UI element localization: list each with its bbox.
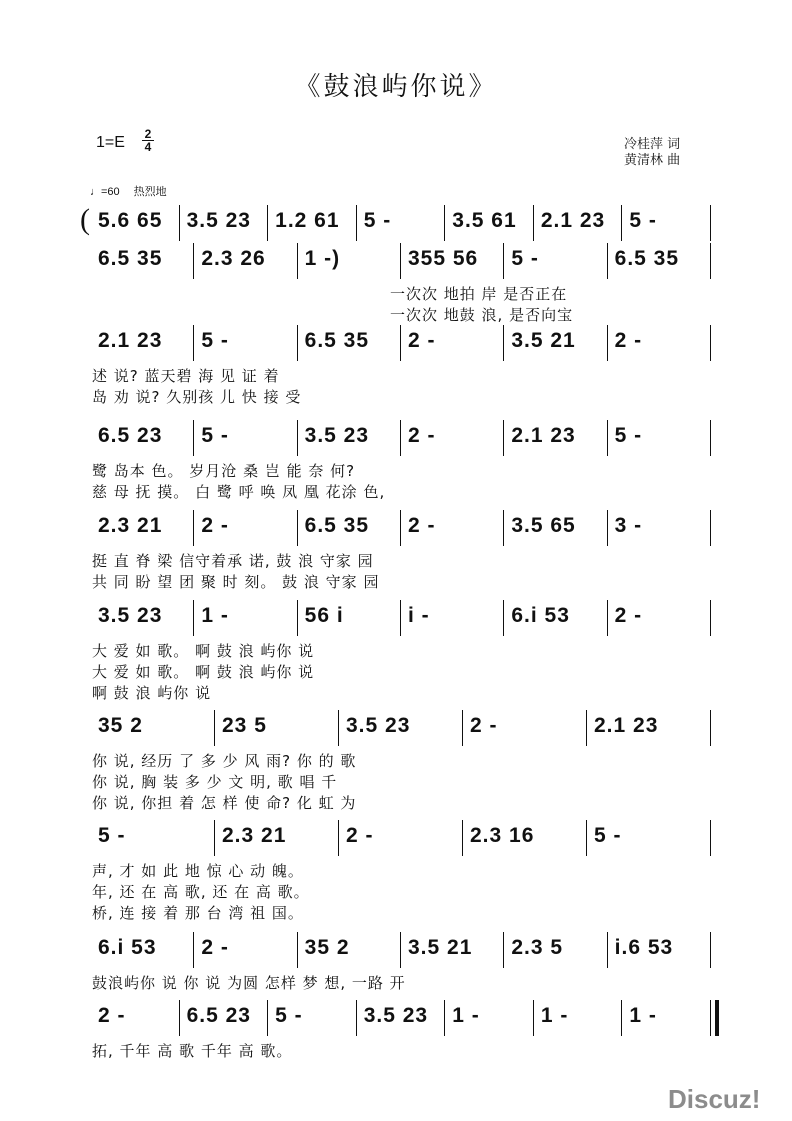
lyric-line: 拓, 千年 高 歌 千年 高 歌。	[92, 1042, 293, 1060]
barline	[503, 510, 504, 546]
barline	[533, 1000, 534, 1036]
measure-notes: 5 -	[363, 209, 392, 232]
barline	[462, 820, 463, 856]
song-title: 《鼓浪屿你说》	[294, 72, 498, 102]
lyric-line: 述 说? 蓝天碧 海 见 证 着	[92, 367, 280, 385]
lyricist: 冷桂萍 词	[624, 137, 681, 152]
barline	[356, 205, 357, 241]
score-row	[0, 820, 792, 922]
measure-notes: 2.1 23	[98, 329, 163, 352]
measure-notes: 1 -	[629, 1004, 657, 1027]
lyric-line: 一次次 地拍 岸 是否正在	[390, 285, 568, 303]
measure-notes: 2.1 23	[511, 424, 576, 447]
barline	[356, 1000, 357, 1036]
barline	[607, 510, 608, 546]
measure-notes: 56 i	[304, 604, 344, 627]
barline	[710, 420, 711, 456]
lyric-line: 鼓浪屿你 说 你 说 为圆 怎样 梦 想, 一路 开	[92, 974, 406, 992]
measure-notes: 6.5 35	[304, 329, 370, 352]
key-signature: 1=E	[96, 134, 125, 151]
measure-notes: 3.5 23	[186, 209, 251, 232]
intro-paren: (	[80, 203, 90, 236]
barline	[179, 205, 180, 241]
barline	[710, 1000, 711, 1036]
measure-notes: 6.i 53	[98, 936, 157, 959]
measure-notes: 2.1 23	[594, 714, 659, 737]
lyric-line: 一次次 地鼓 浪, 是否向宝	[390, 306, 574, 324]
barline	[503, 420, 504, 456]
barline	[621, 1000, 622, 1036]
lyric-line: 鹭 岛本 色。 岁月沧 桑 岂 能 奈 何?	[92, 462, 356, 480]
measure-notes: i.6 53	[614, 936, 674, 959]
measure-notes: 2.1 23	[540, 209, 606, 232]
barline	[297, 932, 298, 968]
score-row	[0, 710, 792, 812]
barline	[214, 710, 215, 746]
measure-notes: 5 -	[275, 1004, 303, 1027]
barline	[710, 820, 711, 856]
measure-notes: 1 -	[452, 1004, 480, 1027]
barline	[297, 510, 298, 546]
measure-notes: 5 -	[511, 247, 539, 270]
measure-notes: i -	[408, 604, 430, 627]
barline	[710, 205, 711, 241]
time-signature-top: 2	[144, 127, 152, 141]
measure-notes: 3.5 23	[363, 1004, 429, 1027]
measure-notes: 2 -	[408, 514, 436, 537]
measure-notes: 3.5 21	[408, 936, 473, 959]
measure-notes: 23 5	[222, 714, 267, 737]
barline	[621, 205, 622, 241]
measure-notes: 5 -	[201, 424, 229, 447]
barline	[503, 243, 504, 279]
barline	[607, 932, 608, 968]
measure-notes: 6.5 23	[186, 1004, 251, 1027]
measure-notes: 2 -	[408, 329, 436, 352]
barline	[444, 205, 445, 241]
measure-notes: 2.3 21	[222, 824, 287, 847]
barline	[710, 932, 711, 968]
barline	[193, 243, 194, 279]
score-row	[0, 243, 792, 324]
barline	[462, 710, 463, 746]
score-row	[0, 600, 792, 702]
barline	[607, 325, 608, 361]
barline	[586, 710, 587, 746]
score-row	[0, 932, 792, 1002]
score-row	[0, 420, 792, 501]
measure-notes: 2 -	[98, 1004, 126, 1027]
score-row	[0, 510, 792, 591]
barline	[710, 710, 711, 746]
credits	[624, 137, 680, 169]
barline	[338, 820, 339, 856]
measure-notes: 3.5 61	[452, 209, 517, 232]
watermark-logo: Discuz!	[668, 1084, 761, 1114]
measure-notes: 2 -	[470, 714, 498, 737]
measure-notes: 2.3 16	[470, 824, 535, 847]
measure-notes: 5 -	[594, 824, 622, 847]
barline	[297, 420, 298, 456]
barline	[297, 600, 298, 636]
barline	[607, 243, 608, 279]
measure-notes: 1 -	[201, 604, 229, 627]
measure-notes: 2.3 21	[98, 514, 163, 537]
barline	[400, 325, 401, 361]
measure-notes: 5 -	[629, 209, 657, 232]
measure-notes: 3 -	[614, 514, 643, 537]
measure-notes: 6.i 53	[511, 604, 570, 627]
measure-notes: 5 -	[201, 329, 229, 352]
measure-notes: 1.2 61	[275, 209, 340, 232]
barline	[710, 243, 711, 279]
time-signature-bottom: 4	[144, 140, 152, 154]
measure-notes: 2 -	[614, 329, 643, 352]
lyric-line: 岛 劝 说? 久别孩 儿 快 接 受	[92, 388, 302, 406]
barline	[338, 710, 339, 746]
lyric-line: 声, 才 如 此 地 惊 心 动 魄。	[92, 862, 304, 880]
barline	[193, 510, 194, 546]
measure-notes: 355 56	[408, 247, 479, 270]
lyric-line: 你 说, 胸 装 多 少 文 明, 歌 唱 千	[92, 773, 338, 791]
measure-notes: 3.5 23	[304, 424, 370, 447]
barline	[607, 420, 608, 456]
lyric-line: 共 同 盼 望 团 聚 时 刻。 鼓 浪 守家 园	[92, 573, 380, 591]
measure-notes: 2 -	[201, 936, 229, 959]
barline	[193, 932, 194, 968]
measure-notes: 35 2	[304, 936, 350, 959]
lyric-line: 年, 还 在 高 歌, 还 在 高 歌。	[92, 883, 310, 901]
tempo-mood: 热烈地	[133, 186, 167, 198]
measure-notes: 6.5 35	[304, 514, 370, 537]
barline	[710, 510, 711, 546]
barline	[400, 420, 401, 456]
measure-notes: 3.5 23	[98, 604, 163, 627]
tempo-marking	[90, 183, 167, 199]
measure-notes: 2.3 5	[511, 936, 564, 959]
measure-notes: 35 2	[98, 714, 143, 737]
barline	[503, 600, 504, 636]
measure-notes: 5 -	[614, 424, 643, 447]
measure-notes: 5 -	[98, 824, 126, 847]
measure-notes: 6.5 35	[98, 247, 163, 270]
barline	[267, 1000, 268, 1036]
barline	[710, 325, 711, 361]
lyric-line: 你 说, 经历 了 多 少 风 雨? 你 的 歌	[92, 752, 357, 770]
barline	[586, 820, 587, 856]
lyric-line: 大 爱 如 歌。 啊 鼓 浪 屿你 说	[92, 663, 315, 681]
score-row	[0, 1000, 792, 1070]
measure-notes: 2.3 26	[201, 247, 266, 270]
barline	[297, 325, 298, 361]
tempo-bpm: ♩=60	[90, 186, 120, 198]
measure-notes: 2 -	[346, 824, 374, 847]
barline	[267, 205, 268, 241]
composer: 黄清林 曲	[624, 153, 681, 168]
lyric-line: 大 爱 如 歌。 啊 鼓 浪 屿你 说	[92, 642, 315, 660]
barline	[193, 325, 194, 361]
measure-notes: 3.5 21	[511, 329, 576, 352]
barline	[214, 820, 215, 856]
lyric-line: 你 说, 你担 着 怎 样 使 命? 化 虹 为	[92, 794, 357, 812]
barline	[710, 600, 711, 636]
measure-notes: 6.5 23	[98, 424, 163, 447]
measure-notes: 5.6 65	[98, 209, 163, 232]
measure-notes: 1 -	[540, 1004, 569, 1027]
barline	[607, 600, 608, 636]
measure-notes: 3.5 65	[511, 514, 576, 537]
barline	[503, 932, 504, 968]
lyric-line: 挺 直 脊 梁 信守着承 诺, 鼓 浪 守家 园	[92, 552, 374, 570]
measure-notes: 2 -	[408, 424, 436, 447]
lyric-line: 啊 鼓 浪 屿你 说	[92, 684, 212, 702]
measure-notes: 2 -	[614, 604, 643, 627]
measure-notes: 6.5 35	[614, 247, 680, 270]
score-row	[0, 325, 792, 406]
measure-notes: 1 -)	[304, 247, 341, 270]
barline	[503, 325, 504, 361]
time-signature	[142, 128, 154, 153]
barline	[297, 243, 298, 279]
measure-notes: 3.5 23	[346, 714, 411, 737]
barline	[444, 1000, 445, 1036]
barline	[400, 932, 401, 968]
lyric-line: 慈 母 抚 摸。 白 鹭 呼 唤 凤 凰 花涂 色,	[92, 483, 386, 501]
barline	[400, 600, 401, 636]
barline	[533, 205, 534, 241]
barline	[193, 600, 194, 636]
measure-notes: 2 -	[201, 514, 229, 537]
barline	[400, 510, 401, 546]
lyric-line: 桥, 连 接 着 那 台 湾 祖 国。	[92, 904, 304, 922]
barline	[179, 1000, 180, 1036]
barline	[193, 420, 194, 456]
barline	[400, 243, 401, 279]
